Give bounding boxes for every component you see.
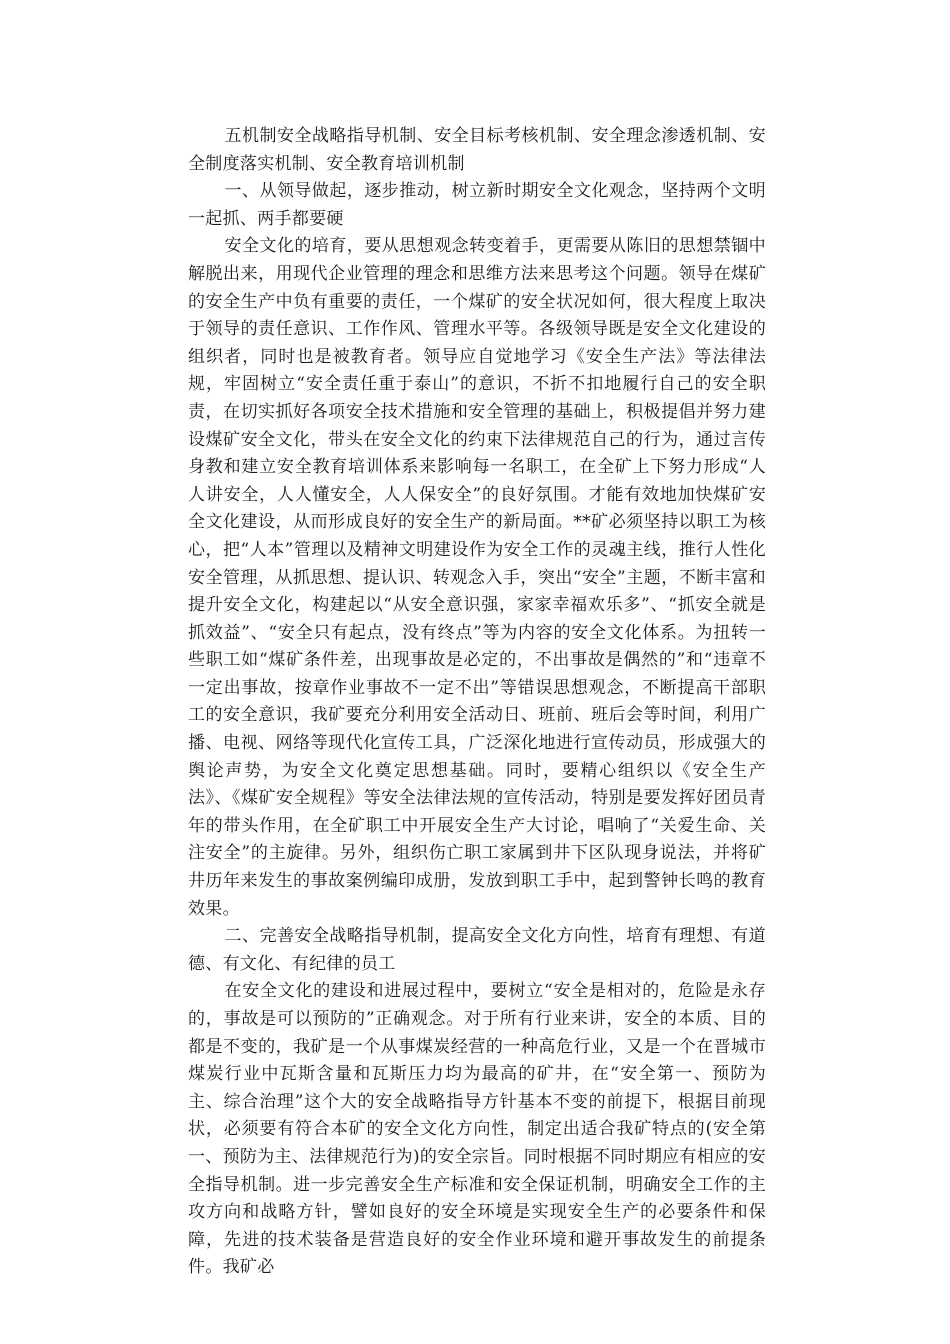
section-heading-one: 一、从领导做起，逐步推动，树立新时期安全文化观念，坚持两个文明一起抓、两手都要硬 [188,181,766,229]
paragraph-leadership: 安全文化的培育，要从思想观念转变着手，更需要从陈旧的思想禁锢中解脱出来，用现代企业管理的理念和思维方法来思考这个问题。领导在煤矿的安全生产中负有重要的责任，一个煤矿的安全状况如何，很大程度上取决于领导的责任意识、工作作风、管理水平等。各级领导既是安全文化建设的组织者，同时也是被教育者。领导应自觉地学习《安全生产法》等法律法规，牢固树立“安全责任重于泰山”的意识，不折不扣地履行自己的安全职责，在切实抓好各项安全技术措施和安全管理的基础上，积极提倡并努力建设煤矿安全文化，带头在安全文化的约束下法律规范自己的行为，通过言传身教和建立安全教育培训体系来影响每一名职工，在全矿上下努力形成“人人讲安全，人人懂安全，人人保安全”的良好氛围。才能有效地加快煤矿安全文化建设，从而形成良好的安全生产的新局面。**矿必须坚持以职工为核心，把“人本”管理以及精神文明建设作为安全工作的灵魂主线，推行人性化安全管理，从抓思想、提认识、转观念入手，突出“安全”主题，不断丰富和提升安全文化，构建起以“从安全意识强，家家幸福欢乐多”、“抓安全就是抓效益”、“安全只有起点，没有终点”等为内容的安全文化体系。为扭转一些职工如“煤矿条件差，出现事故是必定的，不出事故是偶然的”和“违章不一定出事故，按章作业事故不一定不出”等错误思想观念，不断提高干部职工的安全意识，我矿要充分利用安全活动日、班前、班后会等时间，利用广播、电视、网络等现代化宣传工具，广泛深化地进行宣传动员，形成强大的舆论声势，为安全文化奠定思想基础。同时，要精心组织以《安全生产法》、《煤矿安全规程》等安全法律法规的宣传活动，特别是要发挥好团员青年的带头作用，在全矿职工中开展安全生产大讨论，唱响了“关爱生命、关注安全”的主旋律。另外，组织伤亡职工家属到井下区队现身说法，并将矿井历年来发生的事故案例编印成册，发放到职工手中，起到警钟长鸣的教育效果。 [188,236,766,919]
section-heading-two: 二、完善安全战略指导机制，提高安全文化方向性，培育有理想、有道德、有文化、有纪律的员工 [188,926,766,974]
paragraph-strategy: 在安全文化的建设和进展过程中，要树立“安全是相对的，危险是永存的，事故是可以预防的”正确观念。对于所有行业来讲，安全的本质、目的都是不变的，我矿是一个从事煤炭经营的一种高危行业，又是一个在晋城市煤炭行业中瓦斯含量和瓦斯压力均为最高的矿井，在“安全第一、预防为主、综合治理”这个大的安全战略指导方针基本不变的前提下，根据目前现状，必须要有符合本矿的安全文化方向性，制定出适合我矿特点的(安全第一、预防为主、法律规范行为)的安全宗旨。同时根据不同时期应有相应的安全指导机制。进一步完善安全生产标准和安全保证机制，明确安全工作的主攻方向和战略方针，譬如良好的安全环境是实现安全生产的必要条件和保障，先进的技术装备是营造良好的安全作业环境和避开事故发生的前提条件。我矿必 [188,981,766,1278]
document-body [188,123,766,1282]
paragraph-five-mechanisms: 五机制安全战略指导机制、安全目标考核机制、安全理念渗透机制、安全制度落实机制、安全教育培训机制 [188,126,766,174]
